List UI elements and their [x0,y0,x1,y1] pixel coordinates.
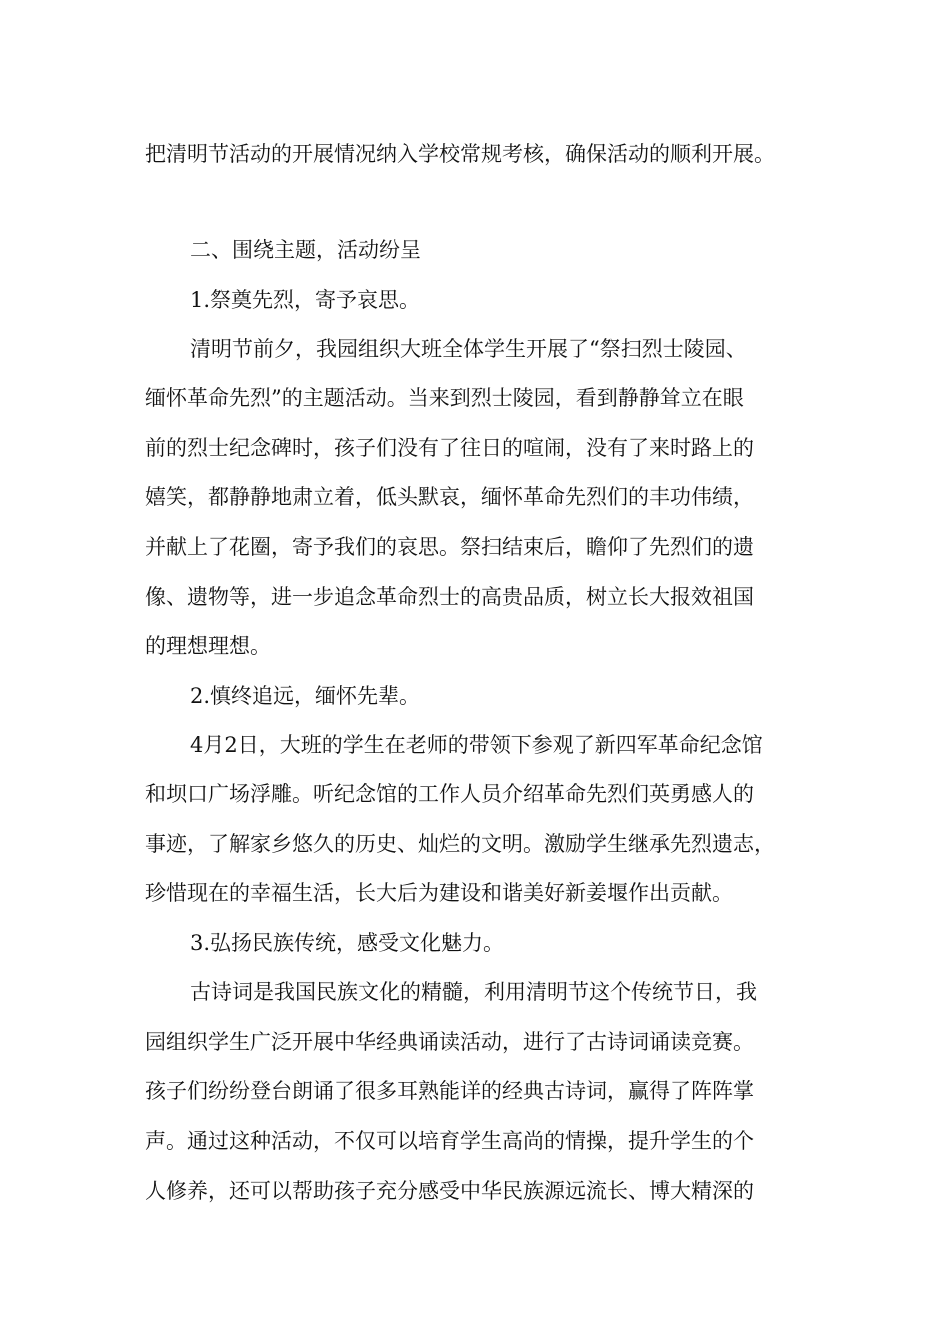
text-line: 声。通过这种活动，不仅可以培育学生高尚的情操，提升学生的个 [145,1129,754,1153]
subsection-heading: 3.弘扬民族传统，感受文化魅力。 [190,931,505,955]
subsection-heading: 2.慎终追远，缅怀先辈。 [190,684,421,708]
text-line: 嬉笑，都静静地肃立着，低头默哀，缅怀革命先烈们的丰功伟绩， [145,485,754,509]
text-line: 并献上了花圈，寄予我们的哀思。祭扫结束后，瞻仰了先烈们的遗 [145,535,754,559]
text-line: 前的烈士纪念碑时，孩子们没有了往日的喧闹，没有了来时路上的 [145,436,754,460]
text-line: 的理想理想。 [145,634,271,658]
section-heading: 二、围绕主题，活动纷呈 [190,238,421,262]
subsection-heading: 1.祭奠先烈，寄予哀思。 [190,288,421,312]
text-line: 像、遗物等，进一步追念革命烈士的高贵品质，树立长大报效祖国 [145,585,754,609]
text-line: 缅怀革命先烈”的主题活动。当来到烈士陵园，看到静静耸立在眼 [145,386,744,410]
text-line: 园组织学生广泛开展中华经典诵读活动，进行了古诗词诵读竞赛。 [145,1030,754,1054]
text-line: 孩子们纷纷登台朗诵了很多耳熟能详的经典古诗词，赢得了阵阵掌 [145,1079,754,1103]
text-line: 把清明节活动的开展情况纳入学校常规考核，确保活动的顺利开展。 [145,142,775,166]
text-line: 人修养，还可以帮助孩子充分感受中华民族源远流长、博大精深的 [145,1179,754,1203]
text-line: 珍惜现在的幸福生活，长大后为建设和谐美好新姜堰作出贡献。 [145,881,733,905]
text-line: 古诗词是我国民族文化的精髓，利用清明节这个传统节日，我 [190,980,757,1004]
text-line: 4月2日，大班的学生在老师的带领下参观了新四军革命纪念馆 [190,733,763,757]
text-line: 清明节前夕，我园组织大班全体学生开展了“祭扫烈士陵园、 [190,337,747,361]
text-line: 事迹，了解家乡悠久的历史、灿烂的文明。激励学生继承先烈遗志， [145,832,775,856]
text-line: 和坝口广场浮雕。听纪念馆的工作人员介绍革命先烈们英勇感人的 [145,782,754,806]
